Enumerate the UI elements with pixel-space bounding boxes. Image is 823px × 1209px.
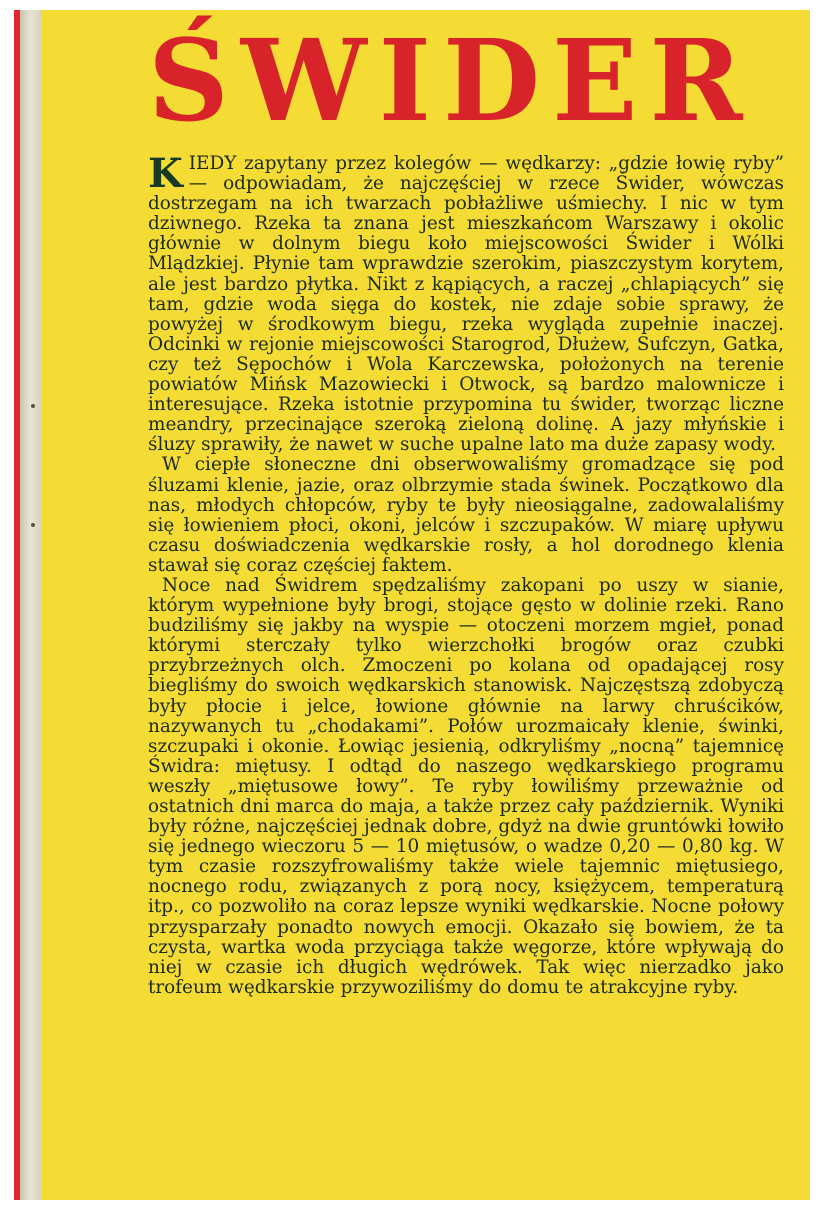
article-paragraph <box>148 150 784 456</box>
article-paragraph: W ciepłe słoneczne dni obserwowaliśmy gromadzące się pod śluzami klenie, jazie, oraz olbrzymie stada świnek. Początkowo dla nas, młodych chłopców, ryby te były nieosiągalne, zadowalaliśmy się łowieniem płoci, okoni, jelców i szczupaków. W miarę upływu czasu doświadczenia wędkarskie rosły, a hol dorodnego klenia stawał się coraz częściej faktem. <box>148 454 784 576</box>
binding-gutter <box>20 10 42 1200</box>
drop-cap: K <box>148 150 183 197</box>
article-headline: ŚWIDER <box>148 16 755 147</box>
article-body <box>148 150 784 998</box>
article-paragraph: Noce nad Świdrem spędzaliśmy zakopani po uszy w sianie, którym wypełnione były brogi, stojące gęsto w dolinie rzeki. Rano budziliśmy się jakby na wyspie — otoczeni morzem mgieł, ponad którymi sterczały tylko wierzchołki brogów oraz czubki przybrzeżnych olch. Zmoczeni po kolana od opadającej rosy biegliśmy do swoich wędkarskich stanowisk. Najczęstszą zdobyczą były płocie i jelce, łowione głównie na larwy chruścików, nazywanych tu „chodakami”. Połów urozmaicały klenie, świnki, szczupaki i okonie. Łowiąc jesienią, odkryliśmy „nocną” tajemnicę Świdra: miętusy. I odtąd do naszego wędkarskiego programu weszły „miętusowe łowy”. Te ryby łowiliśmy przeważnie od ostatnich dni marca do maja, a także przez cały październik. Wyniki były różne, najczęściej jednak dobre, gdyż na dwie gruntówki łowiło się jednego wieczoru 5 — 10 miętusów, o wadze 0,20 — 0,80 kg. W tym czasie rozszyfrowaliśmy także wiele tajemnic miętusiego, nocnego rodu, związanych z porą nocy, księżycem, temperaturą itp., co pozwoliło na coraz lepsze wyniki wędkarskie. Nocne połowy przysparzały ponadto nowych emocji. Okazało się bowiem, że ta czysta, wartka woda przyciąga także węgorze, które wpływają do niej w czasie ich długich wędrówek. Tak więc nierzadko jako trofeum wędkarskie przywoziliśmy do domu te atrakcyjne ryby. <box>148 574 784 998</box>
staple-mark <box>31 523 35 527</box>
staple-mark <box>31 404 35 408</box>
lead-paragraph-text: IEDY zapytany przez kolegów — wędkarzy: „gdzie łowię ryby” — odpowiadam, że najczęściej w rzece Świder, wówczas dostrzegam na ich twarzach pobłażliwe uśmiechy. I nic w tym dziwnego. Rzeka ta znana jest mieszkańcom Warszawy i okolic głównie w dolnym biegu koło miejscowości Świder i Wólki Mlądzkiej. Płynie tam wprawdzie szerokim, piaszczystym korytem, ale jest bardzo płytka. Nikt z kąpiących, a raczej „chlapiących” się tam, gdzie woda sięga do kostek, nie zdaje sobie sprawy, że powyżej w środkowym biegu, rzeka wygląda zupełnie inaczej. Odcinki w rejonie miejscowości Starogrod, Dłużew, Sufczyn, Gatka, czy też Sępochów i Wola Karczewska, położonych na terenie powiatów Mińsk Mazowiecki i Otwock, są bardzo malownicze i interesujące. Rzeka istotnie przypomina tu świder, tworząc liczne meandry, przecinające szeroką zieloną dolinę. A jazy młyńskie i śluzy sprawiły, że nawet w suche upalne lato ma duże zapasy wody. <box>148 153 784 456</box>
